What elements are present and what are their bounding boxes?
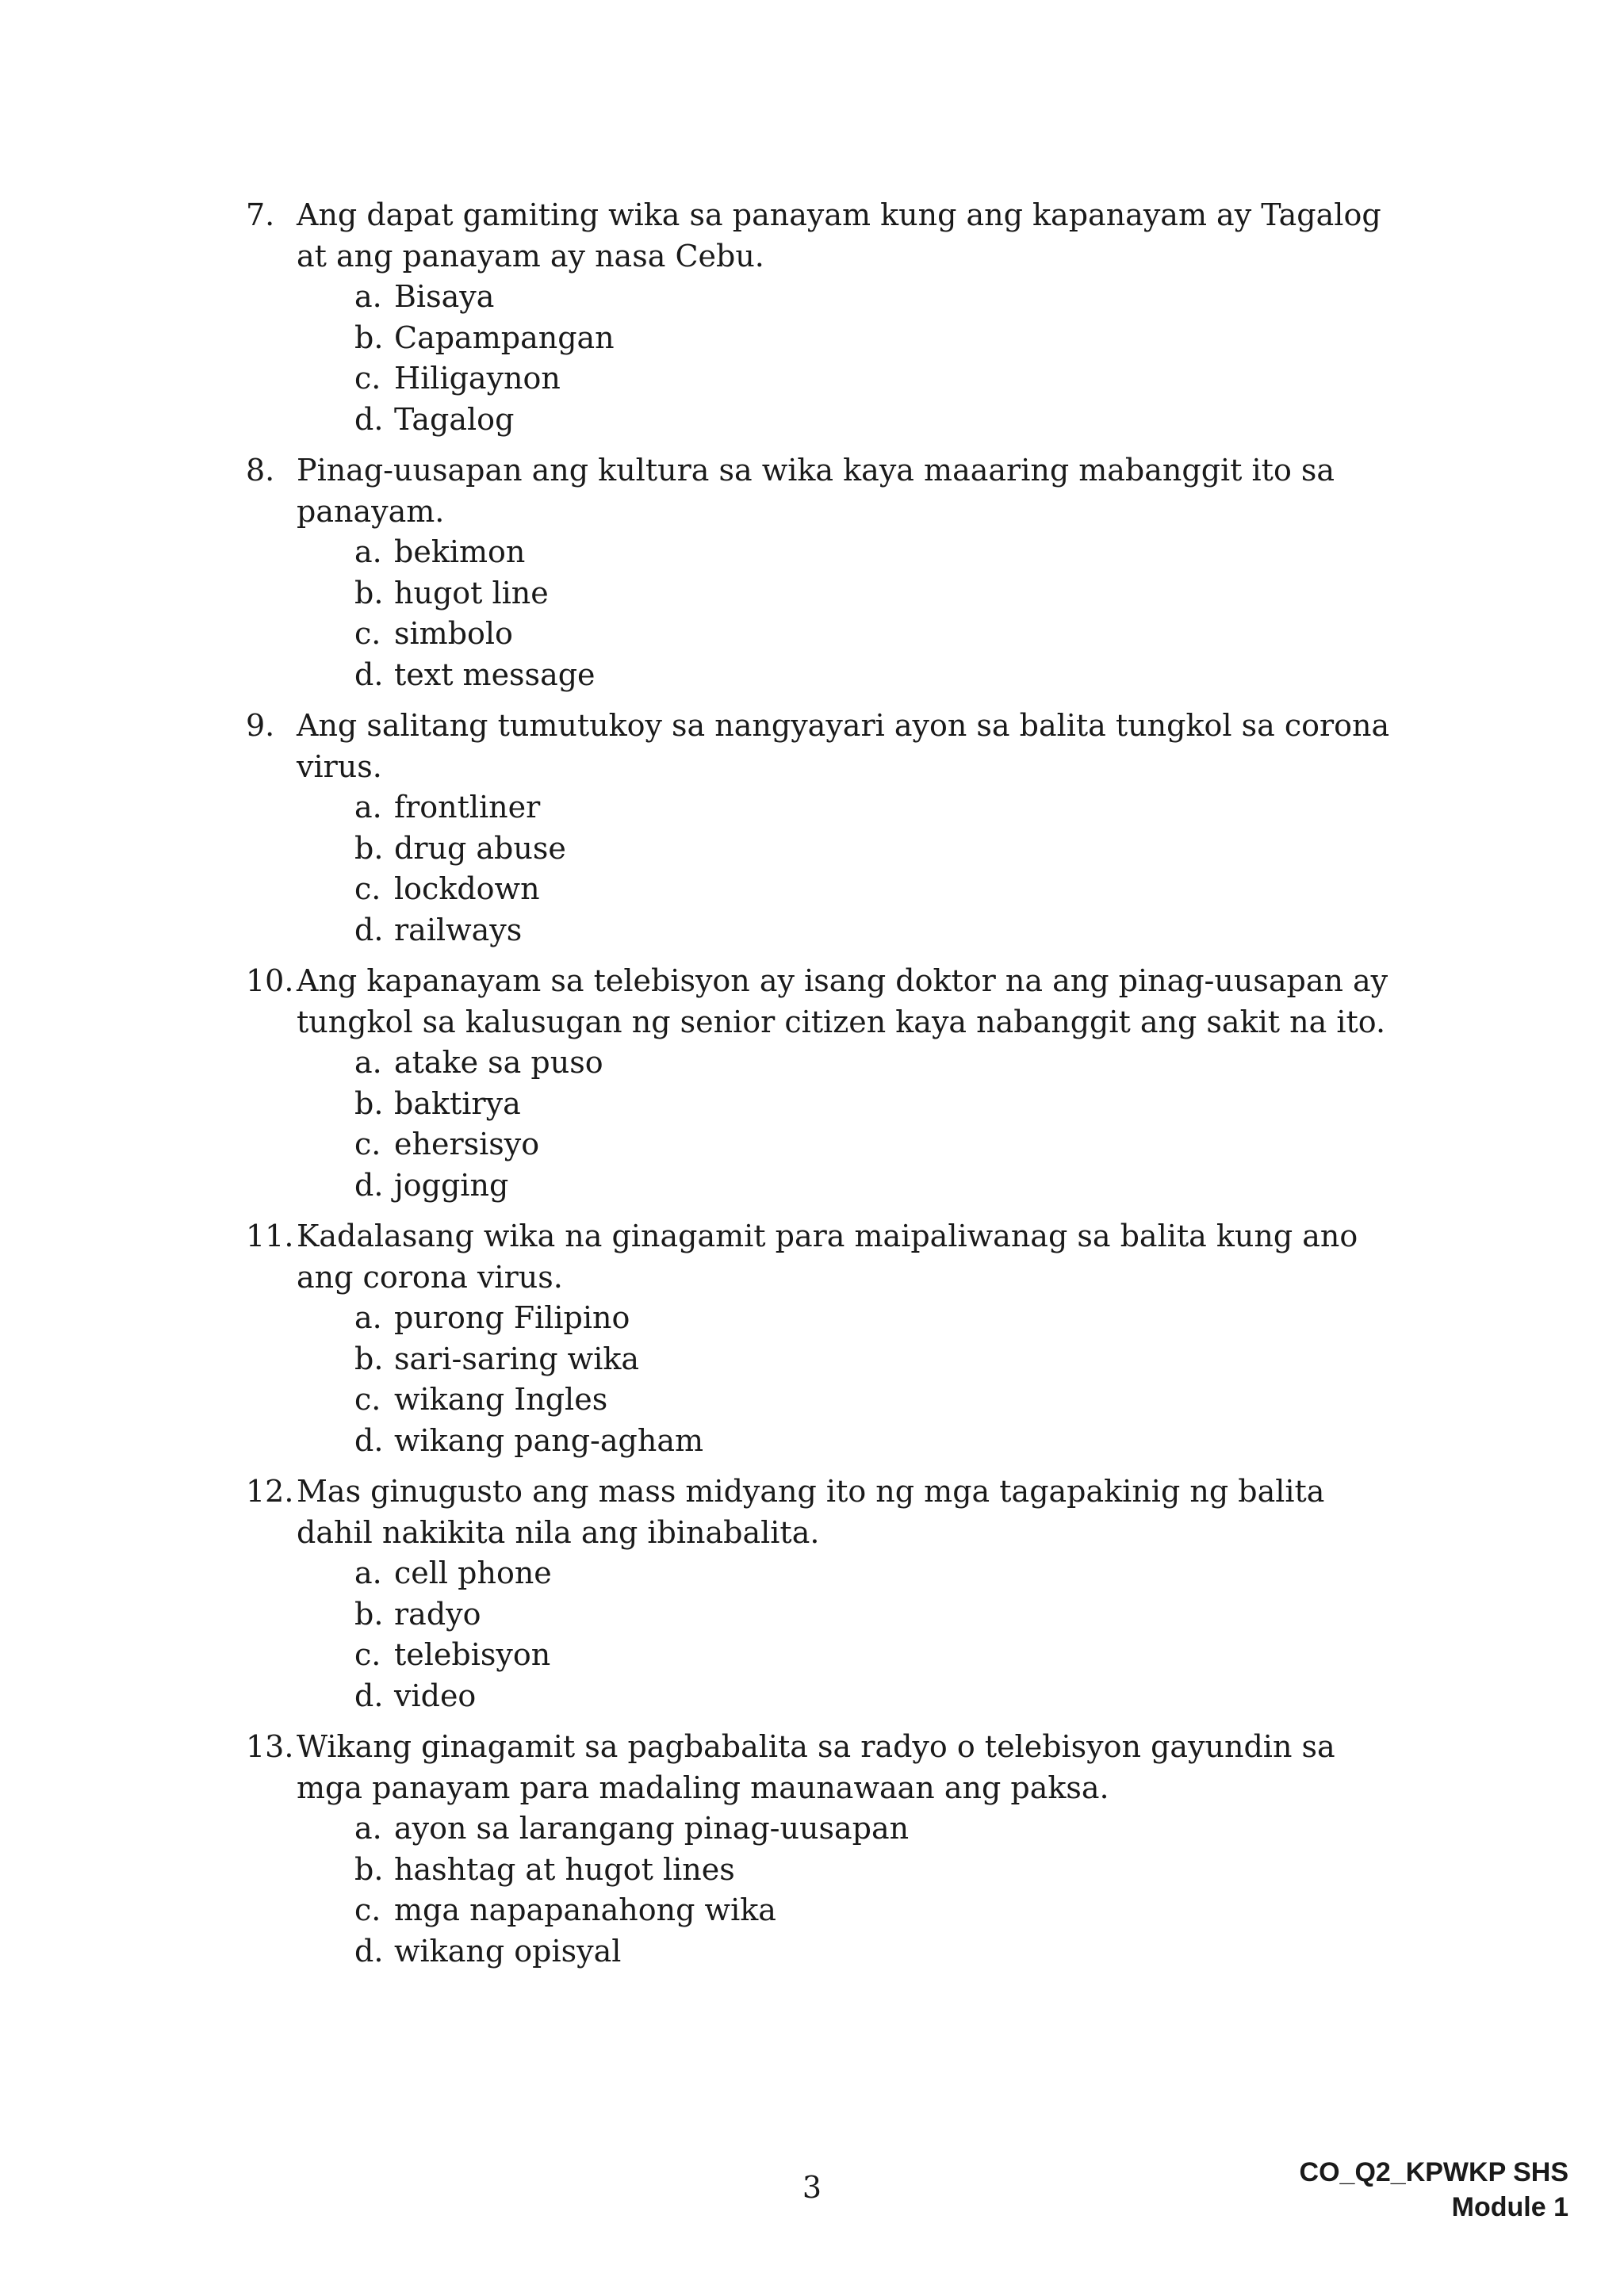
choice-item bbox=[354, 1808, 1404, 1850]
question-number: 9. bbox=[246, 708, 275, 743]
choice-text: frontliner bbox=[394, 790, 541, 825]
question-row bbox=[246, 1471, 1404, 1553]
question-item bbox=[246, 1471, 1404, 1716]
choice-letter: c. bbox=[354, 1637, 381, 1672]
choice-text: ehersisyo bbox=[394, 1127, 540, 1161]
question-row bbox=[246, 960, 1404, 1043]
question-number: 11. bbox=[246, 1219, 294, 1253]
choice-list bbox=[246, 787, 1404, 951]
question-row bbox=[246, 705, 1404, 787]
choice-letter: c. bbox=[354, 1382, 381, 1417]
choice-text: hugot line bbox=[394, 575, 549, 610]
choice-text: video bbox=[394, 1678, 477, 1713]
choice-letter: a. bbox=[354, 1811, 382, 1846]
page-number: 3 bbox=[802, 2170, 822, 2205]
question-item bbox=[246, 450, 1404, 695]
choice-letter: c. bbox=[354, 871, 381, 906]
choice-text: atake sa puso bbox=[394, 1045, 603, 1080]
choice-letter: d. bbox=[354, 1167, 384, 1203]
choice-text: lockdown bbox=[394, 871, 540, 906]
choice-text: wikang opisyal bbox=[394, 1933, 622, 1969]
choice-letter: b. bbox=[354, 1085, 384, 1121]
choice-item bbox=[354, 1553, 1404, 1594]
question-row bbox=[246, 450, 1404, 532]
choice-letter: a. bbox=[354, 534, 382, 569]
choice-text: railways bbox=[394, 912, 523, 947]
choice-list bbox=[246, 277, 1404, 440]
choice-item bbox=[354, 1421, 1404, 1462]
choice-item bbox=[354, 1043, 1404, 1084]
choice-item bbox=[354, 869, 1404, 910]
choice-text: bekimon bbox=[394, 534, 526, 569]
module-code bbox=[1300, 2155, 1568, 2225]
question-number: 10. bbox=[246, 963, 294, 998]
choice-item bbox=[354, 1931, 1404, 1973]
choice-letter: d. bbox=[354, 1422, 384, 1458]
choice-letter: d. bbox=[354, 1933, 384, 1969]
question-text: Ang kapanayam sa telebisyon ay isang doktor na ang pinag-uusapan ay tungkol sa kalusugan ng senior citizen kaya nabanggit ang sakit na ito. bbox=[297, 963, 1388, 1039]
question-row bbox=[246, 1215, 1404, 1298]
choice-text: mga napapanahong wika bbox=[394, 1892, 776, 1927]
question-number: 12. bbox=[246, 1474, 294, 1509]
question-number: 13. bbox=[246, 1729, 294, 1764]
choice-letter: b. bbox=[354, 320, 384, 355]
choice-text: baktirya bbox=[394, 1085, 521, 1121]
choice-letter: d. bbox=[354, 656, 384, 692]
choice-item bbox=[354, 1380, 1404, 1421]
choice-list bbox=[246, 1808, 1404, 1972]
choice-letter: b. bbox=[354, 1851, 384, 1887]
choice-text: wikang pang-agham bbox=[394, 1422, 704, 1458]
choice-letter: a. bbox=[354, 279, 382, 314]
choice-letter: d. bbox=[354, 401, 384, 437]
choice-list bbox=[246, 1043, 1404, 1206]
choice-item bbox=[354, 1594, 1404, 1636]
choice-text: Bisaya bbox=[394, 279, 495, 314]
choice-letter: b. bbox=[354, 1596, 384, 1632]
choice-text: purong Filipino bbox=[394, 1300, 630, 1335]
choice-item bbox=[354, 1339, 1404, 1380]
choice-letter: a. bbox=[354, 1556, 382, 1590]
choice-item bbox=[354, 1084, 1404, 1125]
choice-item bbox=[354, 358, 1404, 400]
choice-item bbox=[354, 1165, 1404, 1207]
question-item bbox=[246, 960, 1404, 1206]
choice-list bbox=[246, 1298, 1404, 1461]
question-item bbox=[246, 194, 1404, 440]
choice-item bbox=[354, 277, 1404, 318]
choice-text: ayon sa larangang pinag-uusapan bbox=[394, 1811, 910, 1846]
choice-item bbox=[354, 1890, 1404, 1931]
choice-text: Capampangan bbox=[394, 320, 615, 355]
choice-text: text message bbox=[394, 656, 596, 692]
choice-item bbox=[354, 532, 1404, 573]
question-text: Kadalasang wika na ginagamit para maipaliwanag sa balita kung ano ang corona virus. bbox=[297, 1219, 1358, 1295]
choice-list bbox=[246, 1553, 1404, 1716]
choice-item bbox=[354, 787, 1404, 828]
question-number: 7. bbox=[246, 197, 275, 232]
module-code-line-1: CO_Q2_KPWKP SHS bbox=[1299, 2157, 1568, 2187]
choice-text: Tagalog bbox=[394, 401, 515, 437]
choice-text: jogging bbox=[394, 1167, 509, 1203]
choice-text: simbolo bbox=[394, 616, 513, 651]
choice-letter: c. bbox=[354, 1892, 381, 1927]
choice-text: hashtag at hugot lines bbox=[394, 1851, 735, 1887]
choice-text: wikang Ingles bbox=[394, 1382, 608, 1417]
choice-text: radyo bbox=[394, 1596, 481, 1632]
question-item bbox=[246, 705, 1404, 951]
choice-letter: b. bbox=[354, 830, 384, 866]
question-row bbox=[246, 1726, 1404, 1808]
question-text: Wikang ginagamit sa pagbabalita sa radyo o telebisyon gayundin sa mga panayam para madaling maunawaan ang paksa. bbox=[297, 1729, 1335, 1805]
choice-letter: b. bbox=[354, 575, 384, 610]
question-number: 8. bbox=[246, 453, 275, 488]
choice-item bbox=[354, 1635, 1404, 1676]
question-text: Mas ginugusto ang mass midyang ito ng mga tagapakinig ng balita dahil nakikita nila ang ibinabalita. bbox=[297, 1474, 1325, 1550]
choice-text: Hiligaynon bbox=[394, 361, 561, 396]
module-code-line-2: Module 1 bbox=[1451, 2192, 1568, 2222]
choice-item bbox=[354, 614, 1404, 655]
choice-item bbox=[354, 910, 1404, 951]
question-item bbox=[246, 1215, 1404, 1461]
choice-list bbox=[246, 532, 1404, 695]
choice-letter: c. bbox=[354, 616, 381, 651]
choice-letter: a. bbox=[354, 1300, 382, 1335]
question-text: Ang dapat gamiting wika sa panayam kung ang kapanayam ay Tagalog at ang panayam ay nasa Cebu. bbox=[297, 197, 1381, 274]
choice-item bbox=[354, 573, 1404, 614]
choice-item bbox=[354, 655, 1404, 696]
choice-letter: b. bbox=[354, 1341, 384, 1376]
choice-letter: d. bbox=[354, 912, 384, 947]
question-text: Pinag-uusapan ang kultura sa wika kaya maaaring mabanggit ito sa panayam. bbox=[297, 453, 1335, 529]
question-list bbox=[246, 194, 1404, 1981]
question-row bbox=[246, 194, 1404, 277]
choice-letter: a. bbox=[354, 1045, 382, 1080]
choice-item bbox=[354, 1124, 1404, 1165]
choice-text: drug abuse bbox=[394, 830, 566, 866]
choice-item bbox=[354, 1298, 1404, 1339]
choice-item bbox=[354, 318, 1404, 359]
choice-item bbox=[354, 828, 1404, 870]
choice-letter: a. bbox=[354, 790, 382, 825]
choice-text: cell phone bbox=[394, 1556, 552, 1590]
choice-letter: c. bbox=[354, 1127, 381, 1161]
choice-item bbox=[354, 400, 1404, 441]
choice-letter: c. bbox=[354, 361, 381, 396]
choice-item bbox=[354, 1676, 1404, 1717]
choice-letter: d. bbox=[354, 1678, 384, 1713]
choice-text: telebisyon bbox=[394, 1637, 551, 1672]
choice-text: sari-saring wika bbox=[394, 1341, 640, 1376]
question-text: Ang salitang tumutukoy sa nangyayari ayon sa balita tungkol sa corona virus. bbox=[297, 708, 1390, 784]
question-item bbox=[246, 1726, 1404, 1972]
choice-item bbox=[354, 1850, 1404, 1891]
